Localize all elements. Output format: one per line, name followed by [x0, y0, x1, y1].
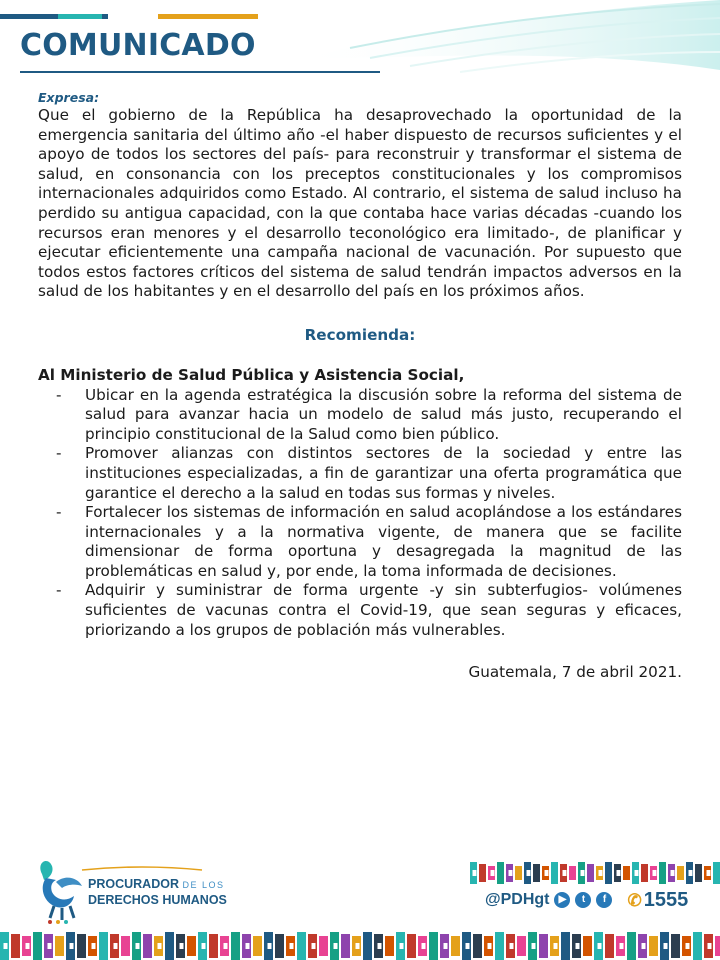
pdh-logo-text	[88, 877, 227, 908]
list-dash: -	[56, 581, 62, 600]
woven-pattern-decoration	[470, 862, 720, 884]
recommendation-text: Ubicar en la agenda estratégica la discusión sobre la reforma del sistema de salud para avanzar hacia un modelo de salud más justo, recuperando el principio constitucional de la Salud como bien público.	[85, 385, 682, 443]
logo-word-de-los: DE LOS	[182, 880, 225, 890]
recomienda-heading: Recomienda:	[304, 325, 416, 344]
logo-word-procurador: PROCURADOR	[88, 877, 179, 891]
youtube-icon[interactable]: ▶	[554, 892, 570, 908]
recommendation-text: Fortalecer los sistemas de información en salud acoplándose a los estándares internacionales y a la normativa vigente, de manera que se facilite dimensionar de forma oportuna y desagregada la magnitud de las problemáticas en salud y, por ende, la toma informada de decisiones.	[85, 503, 682, 580]
list-item	[38, 386, 682, 445]
header-swoosh-decoration	[290, 0, 720, 95]
expresa-paragraph: Que el gobierno de la República ha desaprovechado la oportunidad de la emergencia sanitaria del último año -el haber dispuesto de recursos suficientes y el apoyo de todos los sectores del país- para reconstruir y transformar el sistema de salud, en consonancia con los preceptos constitucionales y los compromisos internacionales adquiridos como Estado. Al contrario, el sistema de salud incluso ha perdido su antigua capacidad, con la que contaba hace varias décadas -cuando los recursos eran menores y el desarrollo teconológico era limitado-, de planificar y ejecutar eficientemente una campaña nacional de vacunación. Por supuesto que todos estos factores críticos del sistema de salud tendrán impactos adversos en la salud de los habitantes y en el desarrollo del país en los próximos años.	[38, 106, 682, 301]
list-dash: -	[56, 444, 62, 463]
logo-word-derechos-humanos: DERECHOS HUMANOS	[88, 893, 227, 907]
title-underline	[20, 71, 380, 73]
recommendation-list	[38, 386, 682, 641]
phone-number[interactable]	[627, 889, 688, 912]
woven-band-decoration	[0, 932, 720, 960]
facebook-icon[interactable]: f	[596, 892, 612, 908]
twitter-icon[interactable]: t	[575, 892, 591, 908]
list-item	[38, 503, 682, 581]
phone-icon: ✆	[627, 890, 642, 910]
signoff-date: Guatemala, 7 de abril 2021.	[468, 663, 682, 682]
list-dash: -	[56, 385, 62, 404]
recipient-line: Al Ministerio de Salud Pública y Asistencia Social,	[38, 365, 465, 384]
list-dash: -	[56, 503, 62, 522]
recommendation-text: Promover alianzas con distintos sectores de la sociedad y entre las instituciones especializadas, a fin de garantizar una oferta programática que garantice el derecho a la salud en todas sus formas y niveles.	[85, 444, 682, 502]
list-item	[38, 444, 682, 503]
page-title: COMUNICADO	[20, 28, 256, 63]
phone-digits: 1555	[643, 888, 689, 911]
social-bar	[485, 890, 688, 910]
expresa-label: Expresa:	[38, 90, 100, 105]
recommendation-text: Adquirir y suministrar de forma urgente -y sin subterfugios- volúmenes suficientes de vacunas contra el Covid-19, que sean seguras y eficaces, priorizando a los grupos de población más vulnerables.	[85, 581, 682, 639]
document-body	[38, 90, 682, 683]
list-item	[38, 581, 682, 640]
social-handle[interactable]: @PDHgt	[485, 891, 550, 908]
